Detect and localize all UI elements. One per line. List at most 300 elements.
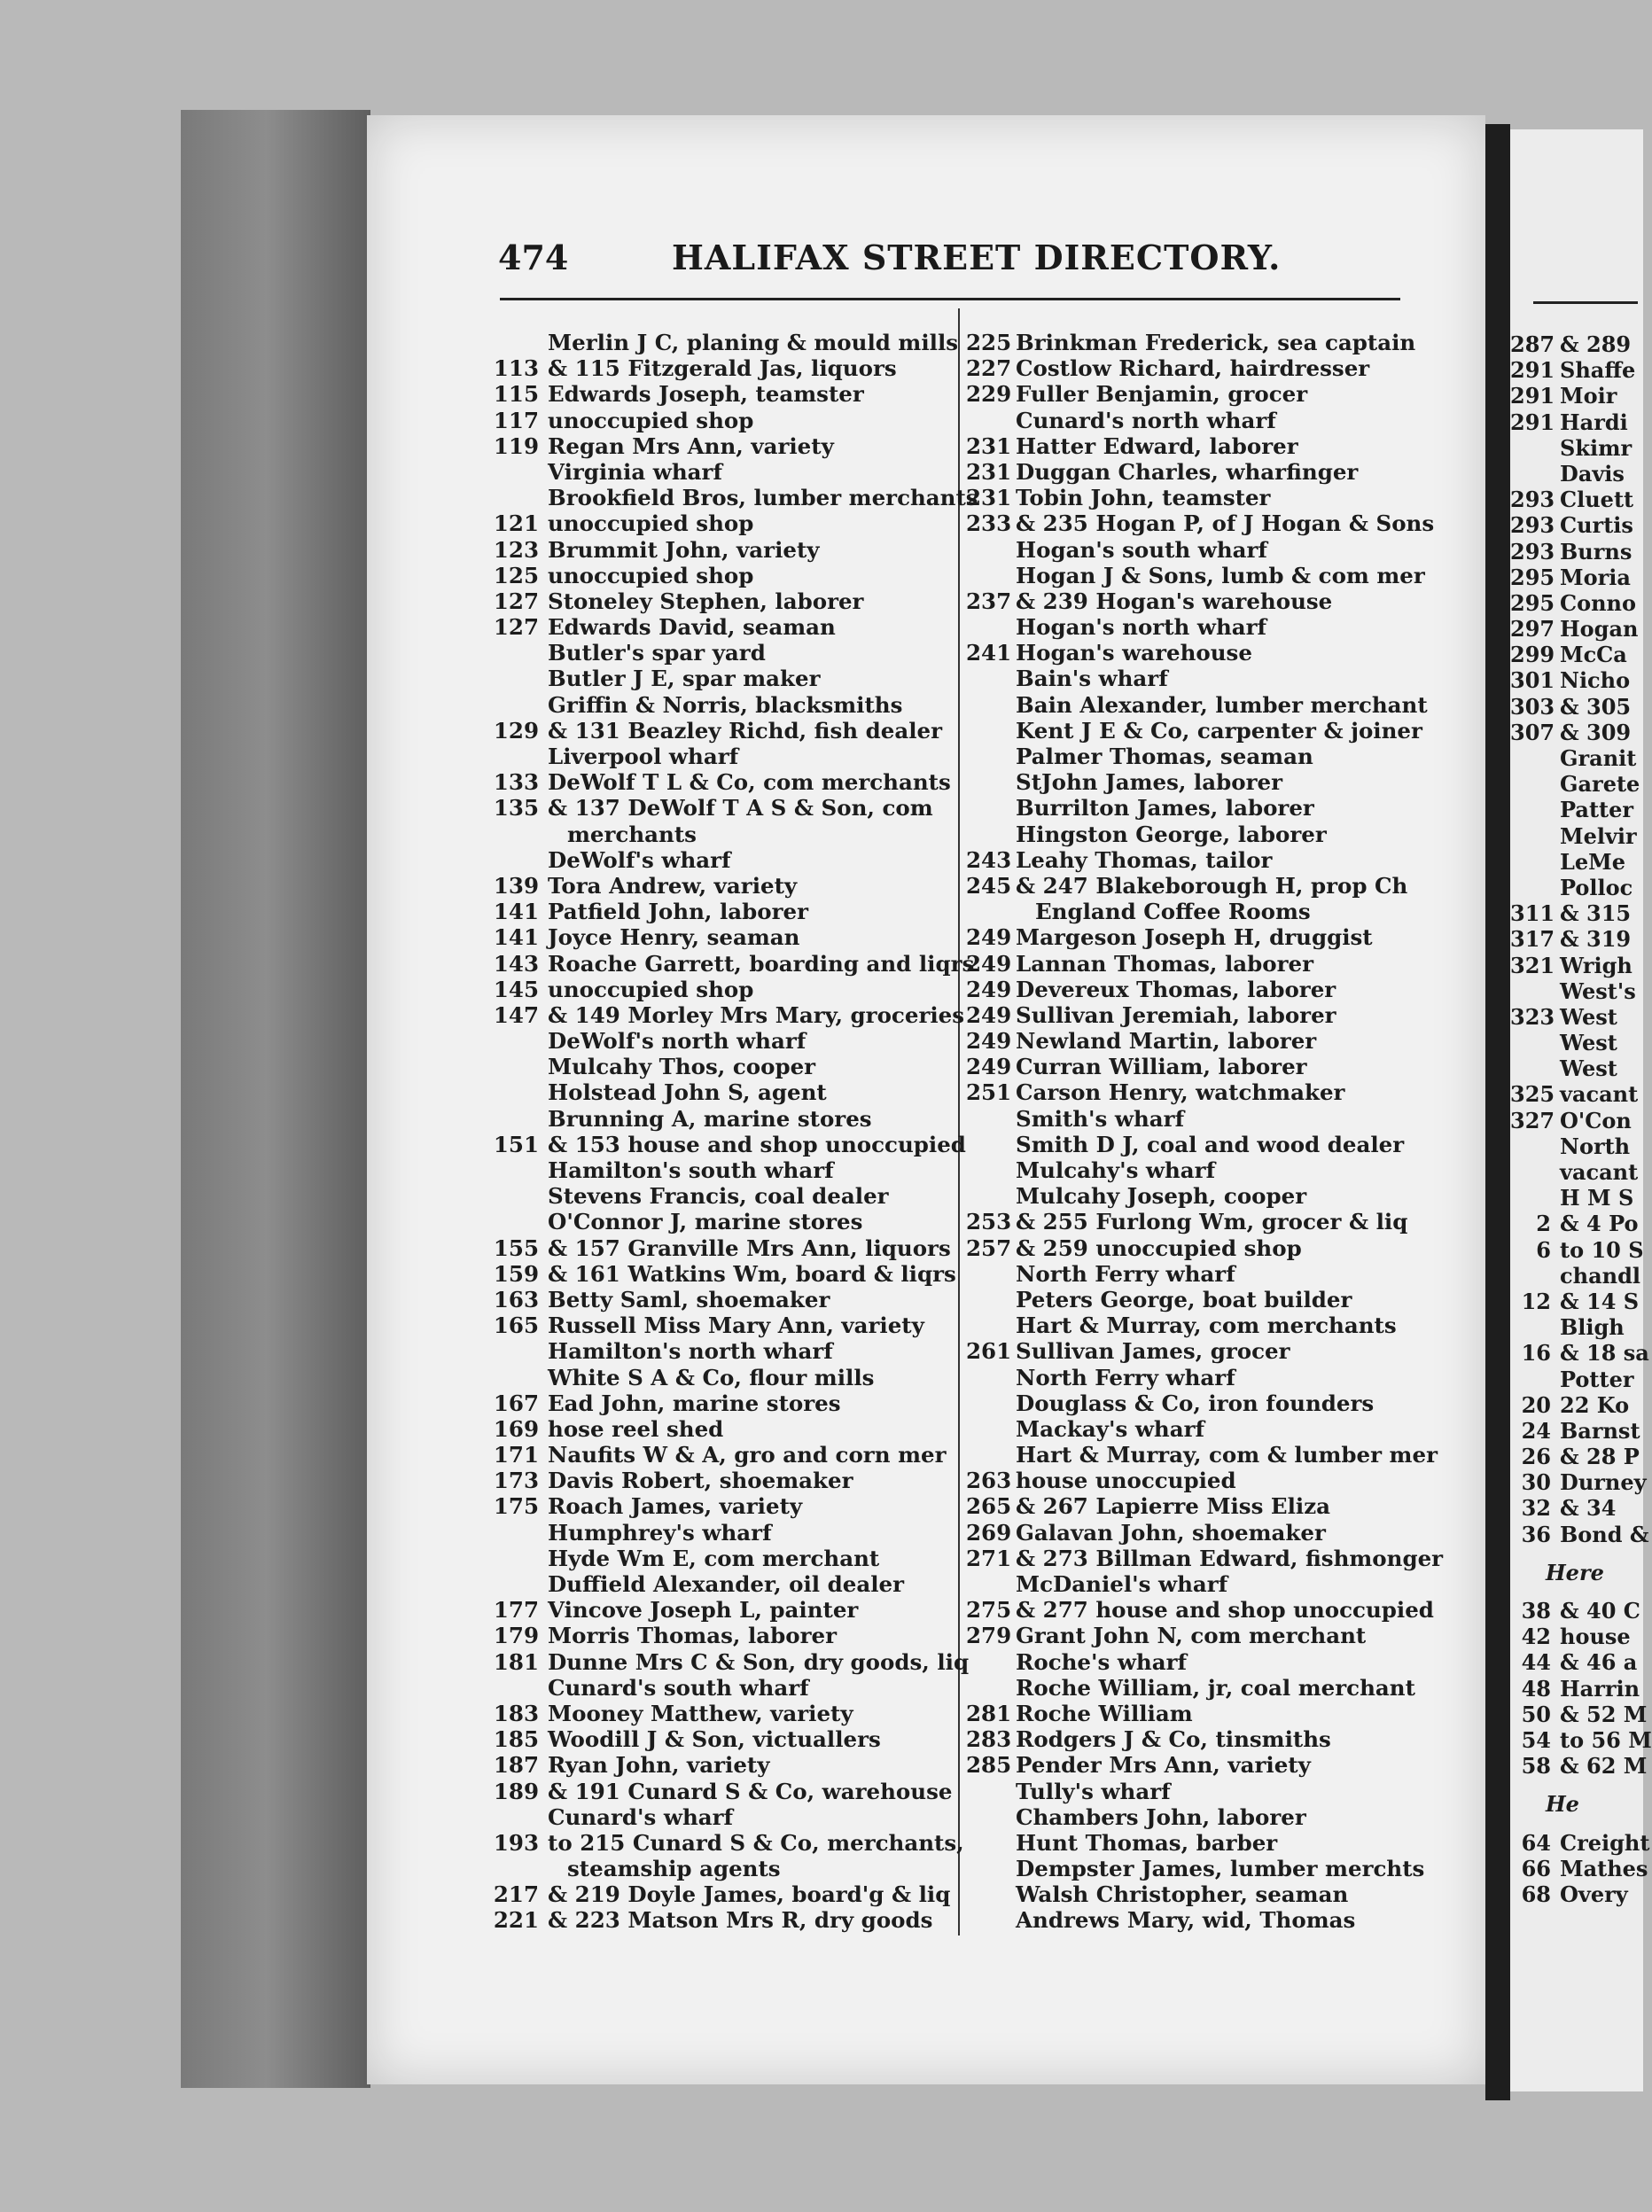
directory-entry <box>966 1752 1462 1778</box>
directory-entry <box>966 1157 1462 1183</box>
entry-text: White S A & Co, flour mills <box>548 1364 875 1390</box>
house-number: 58 <box>1521 1753 1551 1780</box>
entry-text: & 131 Beazley Richd, fish dealer <box>548 717 942 744</box>
house-number: 177 <box>493 1597 539 1624</box>
directory-entry <box>493 1312 954 1338</box>
house-number: 217 <box>493 1881 539 1908</box>
entry-text: Hatter Edward, laborer <box>1016 432 1298 459</box>
entry-text: Newland Martin, laborer <box>1016 1028 1317 1055</box>
entry-text: DeWolf T L & Co, com merchants <box>548 769 951 796</box>
entry-text: Skimr <box>1560 434 1633 461</box>
house-number: 26 <box>1521 1444 1551 1470</box>
directory-entry <box>966 1881 1462 1907</box>
directory-entry <box>493 355 954 381</box>
directory-entry <box>493 822 954 847</box>
entry-text: Roche's wharf <box>1016 1648 1188 1675</box>
entry-text: Palmer Thomas, seaman <box>1016 744 1313 769</box>
house-number: 237 <box>966 588 1012 614</box>
entry-text: Stoneley Stephen, laborer <box>548 588 864 614</box>
entry-text: Mulcahy Joseph, cooper <box>1016 1183 1307 1210</box>
house-number: 48 <box>1521 1675 1551 1702</box>
entry-text: & 219 Doyle James, board'g & liq <box>548 1881 951 1908</box>
house-number: 64 <box>1521 1829 1551 1856</box>
entry-text: Ryan John, variety <box>548 1752 770 1779</box>
entry-text: & 305 <box>1560 693 1632 720</box>
directory-entry <box>966 640 1462 666</box>
entry-text: Douglass & Co, iron founders <box>1016 1390 1375 1416</box>
entry-text: Mulcahy Thos, cooper <box>548 1054 816 1080</box>
directory-entry <box>966 510 1462 536</box>
house-number: 173 <box>493 1468 539 1494</box>
entry-text: O'Connor J, marine stores <box>548 1209 863 1235</box>
directory-entry <box>493 588 954 614</box>
entry-text: Hamilton's north wharf <box>548 1338 833 1365</box>
directory-entry <box>966 563 1462 588</box>
directory-entry <box>493 1079 954 1105</box>
entry-text: DeWolf's wharf <box>548 846 731 873</box>
entry-text: & 223 Matson Mrs R, dry goods <box>548 1907 933 1934</box>
entry-text: Butler's spar yard <box>548 640 766 666</box>
house-number: 30 <box>1521 1469 1551 1496</box>
entry-text: & 235 Hogan P, of J Hogan & Sons <box>1016 510 1435 537</box>
directory-entry <box>966 718 1462 744</box>
entry-text: Pender Mrs Ann, variety <box>1016 1752 1311 1779</box>
entry-text: McDaniel's wharf <box>1016 1571 1228 1597</box>
entry-text: Stevens Francis, coal dealer <box>548 1183 889 1210</box>
directory-entry <box>493 1856 954 1881</box>
entry-text: McCa <box>1560 642 1627 668</box>
entry-text: Grant John N, com merchant <box>1016 1623 1367 1649</box>
directory-entry <box>966 692 1462 718</box>
entry-text: Morris Thomas, laborer <box>548 1623 838 1649</box>
directory-entry <box>493 510 954 536</box>
directory-entry <box>493 1468 954 1493</box>
directory-entry <box>493 1520 954 1546</box>
directory-entry <box>966 1675 1462 1701</box>
entry-text: Hunt Thomas, barber <box>1016 1829 1278 1856</box>
entry-text: Bain's wharf <box>1016 666 1168 692</box>
directory-entry <box>966 1726 1462 1752</box>
entry-text: Moria <box>1560 564 1631 590</box>
section-heading: He <box>1546 1791 1579 1818</box>
directory-entry <box>966 1261 1462 1287</box>
directory-entry <box>493 640 954 666</box>
house-number: 117 <box>493 407 539 433</box>
directory-entry <box>966 769 1462 795</box>
directory-entry <box>966 408 1462 433</box>
house-number: 249 <box>966 924 1012 951</box>
entry-text: Cunard's north wharf <box>1016 407 1276 433</box>
house-number: 293 <box>1510 512 1555 539</box>
directory-entry <box>966 614 1462 640</box>
entry-text: Virginia wharf <box>548 458 722 485</box>
entry-text: & 18 sa <box>1560 1340 1649 1367</box>
entry-text: Brunning A, marine stores <box>548 1105 872 1132</box>
directory-entry <box>966 1365 1462 1390</box>
entry-text: Woodill J & Son, victuallers <box>548 1726 881 1753</box>
directory-entry <box>493 1493 954 1519</box>
entry-text: West <box>1560 1055 1617 1082</box>
entry-text: Smith D J, coal and wood dealer <box>1016 1131 1405 1157</box>
directory-entry <box>493 408 954 433</box>
entry-text: LeMe <box>1560 848 1625 875</box>
directory-entry <box>493 1028 954 1054</box>
directory-entry <box>493 1183 954 1209</box>
house-number: 24 <box>1521 1417 1551 1444</box>
directory-entry <box>966 977 1462 1002</box>
directory-entry <box>493 1701 954 1726</box>
entry-text: Mooney Matthew, variety <box>548 1700 853 1726</box>
house-number: 251 <box>966 1079 1012 1106</box>
directory-entry <box>493 1571 954 1597</box>
house-number: 183 <box>493 1700 539 1726</box>
house-number: 129 <box>493 717 539 744</box>
directory-entry <box>966 537 1462 563</box>
entry-text: Hardi <box>1560 409 1628 435</box>
entry-text: & 315 <box>1560 900 1632 927</box>
entry-text: Duffield Alexander, oil dealer <box>548 1571 905 1597</box>
entry-text: Tobin John, teamster <box>1016 485 1271 511</box>
house-number: 249 <box>966 1054 1012 1080</box>
header-rule <box>500 298 1400 300</box>
directory-entry <box>966 381 1462 407</box>
entry-text: & 14 S <box>1560 1288 1640 1314</box>
entry-text: Peters George, boat builder <box>1016 1286 1352 1312</box>
directory-entry <box>966 1209 1462 1235</box>
house-number: 66 <box>1521 1855 1551 1881</box>
house-number: 263 <box>966 1468 1012 1494</box>
directory-entry <box>966 1338 1462 1364</box>
entry-text: Dempster James, lumber merchts <box>1016 1856 1425 1882</box>
entry-text: Shaffe <box>1560 357 1636 384</box>
directory-entry <box>966 1856 1462 1881</box>
house-number: 179 <box>493 1623 539 1649</box>
house-number: 311 <box>1510 900 1555 927</box>
directory-entry <box>493 1726 954 1752</box>
house-number: 229 <box>966 381 1012 408</box>
entry-text: & 157 Granville Mrs Ann, liquors <box>548 1235 951 1261</box>
entry-text: Brinkman Frederick, sea captain <box>1016 330 1416 355</box>
entry-text: to 56 M <box>1560 1726 1652 1753</box>
page-title: HALIFAX STREET DIRECTORY. <box>672 238 1282 277</box>
house-number: 295 <box>1510 589 1555 616</box>
entry-text: & 309 <box>1560 719 1632 745</box>
directory-entry <box>493 1623 954 1648</box>
house-number: 147 <box>493 1001 539 1028</box>
entry-text: merchants <box>567 821 697 847</box>
house-number: 151 <box>493 1131 539 1157</box>
house-number: 291 <box>1510 357 1555 384</box>
house-number: 271 <box>966 1545 1012 1571</box>
next-page-header-rule <box>1533 301 1638 304</box>
entry-text: Betty Saml, shoemaker <box>548 1286 830 1312</box>
house-number: 325 <box>1510 1081 1555 1108</box>
directory-entry <box>966 744 1462 769</box>
entry-text: Cluett <box>1560 487 1634 513</box>
directory-entry <box>966 666 1462 691</box>
entry-text: Fuller Benjamin, grocer <box>1016 381 1308 408</box>
entry-text: Mulcahy's wharf <box>1016 1157 1216 1183</box>
house-number: 193 <box>493 1829 539 1856</box>
house-number: 301 <box>1510 667 1555 694</box>
entry-text: Hart & Murray, com & lumber mer <box>1016 1442 1438 1468</box>
entry-text: Devereux Thomas, laborer <box>1016 976 1336 1002</box>
directory-entry <box>966 588 1462 614</box>
directory-column-left <box>493 330 978 1934</box>
house-number: 233 <box>966 510 1012 537</box>
house-number: 231 <box>966 485 1012 511</box>
house-number: 38 <box>1521 1598 1551 1624</box>
directory-entry <box>493 1106 954 1132</box>
entry-text: vacant <box>1560 1081 1639 1108</box>
entry-text: Curtis <box>1560 512 1633 539</box>
entry-text: chandl <box>1560 1262 1640 1289</box>
directory-entry <box>493 1209 954 1235</box>
entry-text: unoccupied shop <box>548 562 754 588</box>
entry-text: Mathes <box>1560 1855 1648 1881</box>
house-number: 169 <box>493 1415 539 1442</box>
entry-text: vacant <box>1560 1159 1639 1185</box>
entry-text: Hogan J & Sons, lumb & com mer <box>1016 562 1425 588</box>
entry-text: Ead John, marine stores <box>548 1390 841 1416</box>
house-number: 127 <box>493 588 539 614</box>
directory-entry <box>966 1623 1462 1648</box>
directory-entry <box>966 1649 1462 1675</box>
entry-text: Nicho <box>1560 667 1631 694</box>
house-number: 121 <box>493 510 539 537</box>
directory-entry <box>966 1493 1462 1519</box>
house-number: 12 <box>1521 1288 1551 1314</box>
entry-text: Tully's wharf <box>1016 1778 1171 1804</box>
entry-text: & 247 Blakeborough H, prop Ch <box>1016 872 1408 899</box>
directory-entry <box>966 1235 1462 1261</box>
directory-entry <box>493 847 954 873</box>
entry-text: Regan Mrs Ann, variety <box>548 432 834 459</box>
house-number: 317 <box>1510 926 1555 953</box>
entry-text: Rodgers J & Co, tinsmiths <box>1016 1726 1331 1753</box>
entry-text: & 267 Lapierre Miss Eliza <box>1016 1493 1330 1520</box>
entry-text: Roche William, jr, coal merchant <box>1016 1674 1415 1701</box>
entry-text: & 161 Watkins Wm, board & liqrs <box>548 1260 956 1287</box>
directory-entry <box>493 950 975 977</box>
house-number: 287 <box>1510 331 1555 357</box>
house-number: 275 <box>966 1597 1012 1624</box>
entry-text: Andrews Mary, wid, Thomas <box>1016 1907 1356 1934</box>
directory-entry <box>493 1416 954 1442</box>
house-number: 225 <box>966 330 1012 355</box>
house-number: 44 <box>1521 1649 1551 1676</box>
directory-entry <box>493 1001 965 1028</box>
house-number: 245 <box>966 872 1012 899</box>
entry-text: Burns <box>1560 538 1633 565</box>
directory-entry <box>493 899 954 924</box>
entry-text: StJohn James, laborer <box>1016 769 1282 796</box>
directory-column-right <box>966 330 1462 1934</box>
house-number: 327 <box>1510 1107 1555 1133</box>
entry-text: Bond & <box>1560 1521 1649 1547</box>
directory-entry <box>966 795 1462 821</box>
entry-text: Potter <box>1560 1366 1634 1392</box>
entry-text: Kent J E & Co, carpenter & joiner <box>1016 717 1422 744</box>
house-number: 50 <box>1521 1701 1551 1727</box>
directory-entry <box>966 1002 1462 1028</box>
entry-text: Roach James, variety <box>548 1493 803 1520</box>
entry-text: & 191 Cunard S & Co, warehouse <box>548 1778 953 1804</box>
directory-entry <box>966 1546 1462 1571</box>
entry-text: Griffin & Norris, blacksmiths <box>548 691 903 718</box>
directory-entry <box>966 951 1462 977</box>
entry-text: & 137 DeWolf T A S & Son, com <box>548 795 933 822</box>
directory-entry <box>966 1571 1462 1597</box>
entry-text: & 289 <box>1560 331 1632 357</box>
entry-text: Galavan John, shoemaker <box>1016 1519 1326 1546</box>
house-number: 227 <box>966 355 1012 382</box>
entry-text: & 46 a <box>1560 1649 1638 1676</box>
entry-text: Harrin <box>1560 1675 1640 1702</box>
entry-text: & 40 C <box>1560 1598 1640 1624</box>
entry-text: & 34 <box>1560 1495 1617 1522</box>
entry-text: & 28 P <box>1560 1444 1640 1470</box>
entry-text: North Ferry wharf <box>1016 1364 1235 1390</box>
house-number: 269 <box>966 1519 1012 1546</box>
directory-entry <box>966 899 1462 924</box>
house-number: 54 <box>1521 1726 1551 1753</box>
house-number: 2 <box>1536 1211 1551 1237</box>
entry-text: Bligh <box>1560 1314 1625 1341</box>
entry-text: Overy <box>1560 1881 1628 1907</box>
entry-text: & 4 Po <box>1560 1211 1639 1237</box>
house-number: 36 <box>1521 1521 1551 1547</box>
entry-text: Hingston George, laborer <box>1016 821 1327 847</box>
directory-entry <box>966 1390 1462 1416</box>
entry-text: Tora Andrew, variety <box>548 872 798 899</box>
directory-entry <box>493 1546 954 1571</box>
house-number: 187 <box>493 1752 539 1779</box>
entry-text: North <box>1560 1133 1631 1159</box>
directory-entry <box>493 795 954 821</box>
house-number: 231 <box>966 458 1012 485</box>
directory-entry <box>493 1338 954 1364</box>
entry-text: West <box>1560 1030 1617 1056</box>
house-number: 265 <box>966 1493 1012 1520</box>
directory-entry <box>493 873 954 899</box>
entry-text: Davis <box>1560 460 1625 487</box>
next-page <box>1510 129 1652 2091</box>
entry-text: & 153 house and shop unoccupied <box>548 1131 966 1157</box>
house-number: 6 <box>1536 1236 1551 1263</box>
page-number: 474 <box>498 238 569 277</box>
directory-entry <box>966 485 1462 510</box>
entry-text: Curran William, laborer <box>1016 1054 1307 1080</box>
entry-text: Brummit John, variety <box>548 536 820 563</box>
entry-text: Lannan Thomas, laborer <box>1016 950 1314 977</box>
entry-text: Cunard's wharf <box>548 1803 734 1830</box>
entry-text: Patter <box>1560 797 1634 823</box>
house-number: 119 <box>493 432 539 459</box>
entry-text: Hogan's north wharf <box>1016 614 1267 641</box>
directory-entry <box>493 1157 954 1183</box>
entry-text: Brookfield Bros, lumber merchants <box>548 485 978 511</box>
house-number: 125 <box>493 562 539 588</box>
directory-entry <box>493 433 954 459</box>
entry-text: Humphrey's wharf <box>548 1519 772 1546</box>
directory-entry <box>493 1261 954 1287</box>
directory-entry <box>966 1054 1462 1079</box>
entry-text: house <box>1560 1624 1631 1650</box>
directory-entry <box>966 1804 1462 1830</box>
entry-text: Vincove Joseph L, painter <box>548 1597 859 1624</box>
entry-text: Bain Alexander, lumber merchant <box>1016 691 1428 718</box>
house-number: 143 <box>493 950 539 977</box>
directory-entry <box>493 1235 954 1261</box>
house-number: 68 <box>1521 1881 1551 1907</box>
directory-entry <box>966 1106 1462 1132</box>
entry-text: Melvir <box>1560 822 1637 849</box>
house-number: 323 <box>1510 1003 1555 1030</box>
house-number: 283 <box>966 1726 1012 1753</box>
entry-text: Costlow Richard, hairdresser <box>1016 355 1370 382</box>
directory-entry <box>966 1701 1462 1726</box>
entry-text: 22 Ko <box>1560 1391 1630 1418</box>
directory-entry <box>493 1054 954 1079</box>
directory-entry <box>966 1416 1462 1442</box>
directory-entry <box>493 1365 954 1390</box>
house-number: 181 <box>493 1648 539 1675</box>
house-number: 295 <box>1510 564 1555 590</box>
entry-text: Joyce Henry, seaman <box>548 924 800 951</box>
house-number: 321 <box>1510 952 1555 978</box>
entry-text: & 277 house and shop unoccupied <box>1016 1597 1434 1624</box>
house-number: 279 <box>966 1623 1012 1649</box>
entry-text: Conno <box>1560 589 1637 616</box>
directory-entry <box>493 1779 954 1804</box>
directory-entry <box>966 1779 1462 1804</box>
house-number: 135 <box>493 795 539 822</box>
entry-text: Hogan's south wharf <box>1016 536 1267 563</box>
entry-text: Moir <box>1560 383 1617 409</box>
house-number: 141 <box>493 924 539 951</box>
house-number: 231 <box>966 432 1012 459</box>
entry-text: Creight <box>1560 1829 1650 1856</box>
directory-entry <box>966 873 1462 899</box>
entry-text: Duggan Charles, wharfinger <box>1016 458 1359 485</box>
house-number: 291 <box>1510 383 1555 409</box>
house-number: 221 <box>493 1907 539 1934</box>
house-number: 281 <box>966 1700 1012 1726</box>
entry-text: Hogan's warehouse <box>1016 640 1252 666</box>
entry-text: & 255 Furlong Wm, grocer & liq <box>1016 1209 1408 1235</box>
directory-entry <box>966 1597 1462 1623</box>
house-number: 285 <box>966 1752 1012 1779</box>
house-number: 303 <box>1510 693 1555 720</box>
directory-entry <box>493 1675 954 1701</box>
entry-text: Smith's wharf <box>1016 1105 1185 1132</box>
directory-entry <box>966 459 1462 485</box>
entry-text: Hyde Wm E, com merchant <box>548 1545 880 1571</box>
directory-entry <box>966 1132 1462 1157</box>
house-number: 171 <box>493 1442 539 1468</box>
house-number: 32 <box>1521 1495 1551 1522</box>
entry-text: Burrilton James, laborer <box>1016 795 1314 822</box>
entry-text: & 319 <box>1560 926 1632 953</box>
directory-entry <box>966 924 1462 950</box>
house-number: 299 <box>1510 642 1555 668</box>
directory-entry <box>966 847 1462 873</box>
entry-text: Chambers John, laborer <box>1016 1803 1306 1830</box>
house-number: 261 <box>966 1338 1012 1365</box>
directory-entry <box>966 1312 1462 1338</box>
entry-text: Roache Garrett, boarding and liqrs <box>548 950 975 977</box>
